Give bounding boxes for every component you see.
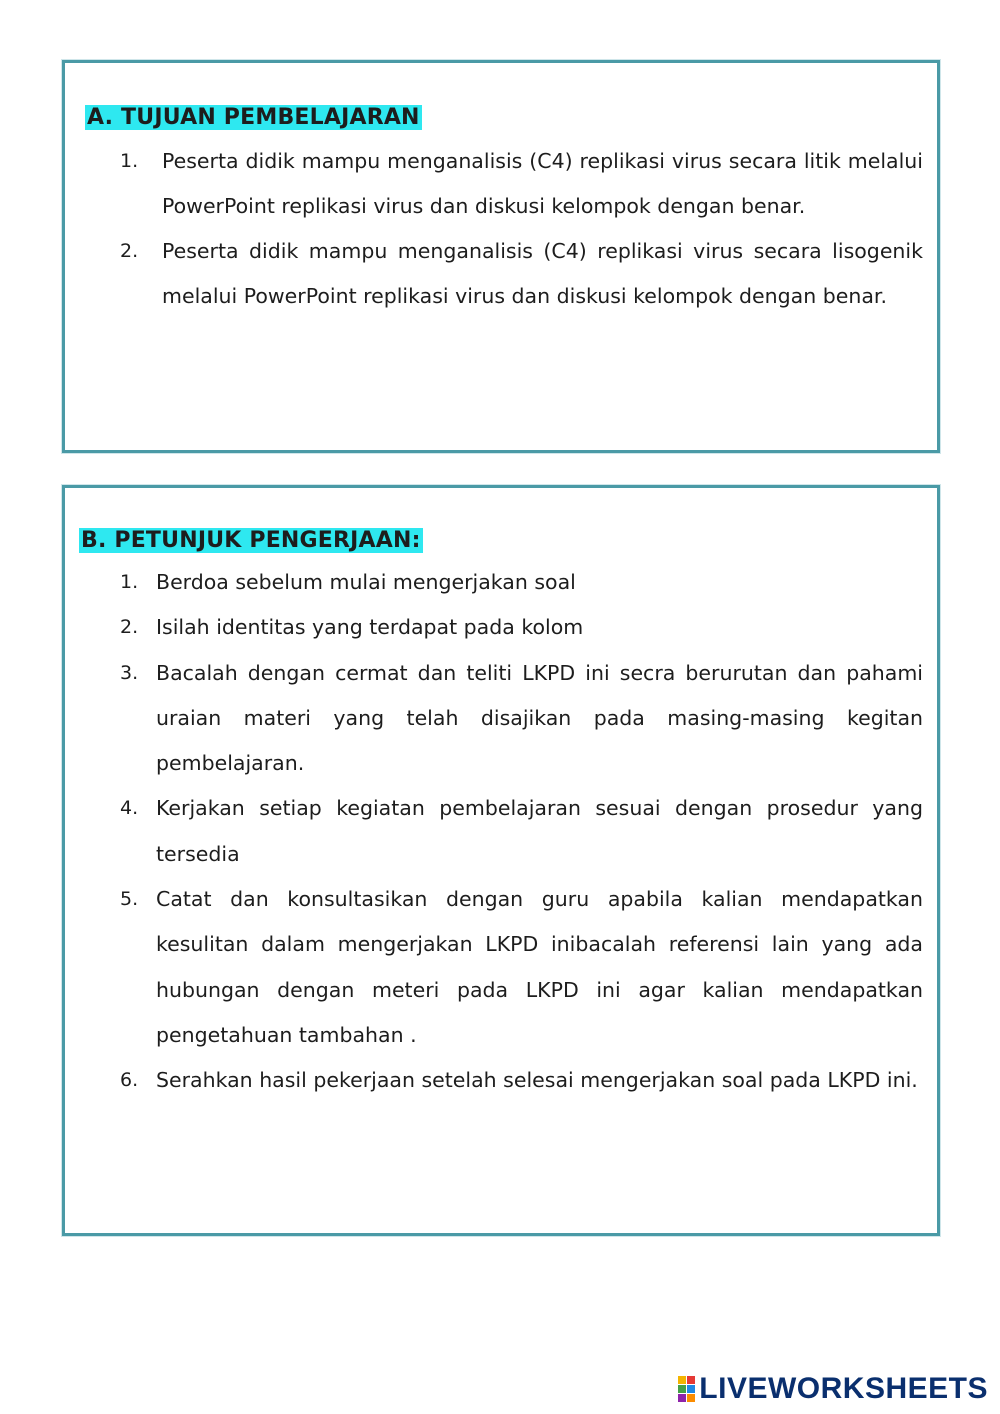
list-item-number: 5. [120,888,139,911]
list-item [120,651,923,787]
liveworksheets-logo-icon [678,1376,695,1402]
logo-square [678,1385,686,1393]
section-b-box [62,485,940,1236]
list-item-text: Berdoa sebelum mulai mengerjakan soal [156,570,576,594]
logo-square [687,1376,695,1384]
section-a-box [62,60,940,453]
list-item-text: Kerjakan setiap kegiatan pembelajaran sesuai dengan prosedur yang tersedia [156,796,923,866]
list-item-number: 6. [120,1069,139,1092]
list-item-text: Peserta didik mampu menganalisis (C4) replikasi virus secara lisogenik melalui PowerPoint replikasi virus dan diskusi kelompok dengan benar. [162,239,923,308]
list-item [120,877,923,1058]
list-item-text: Peserta didik mampu menganalisis (C4) replikasi virus secara litik melalui PowerPoint replikasi virus dan diskusi kelompok dengan benar. [162,149,923,218]
list-item-text: Catat dan konsultasikan dengan guru apabila kalian mendapatkan kesulitan dalam mengerjakan LKPD inibacalah referensi lain yang ada hubungan dengan meteri pada LKPD ini agar kalian mendapatkan pengetahuan tambahan . [156,887,923,1047]
list-item [120,786,923,877]
list-item [120,605,923,650]
logo-square [678,1394,686,1402]
list-item [120,560,923,605]
list-item-number: 2. [120,240,139,262]
logo-square [687,1394,695,1402]
logo-square [687,1385,695,1393]
list-item-number: 3. [120,661,139,684]
list-item-text: Serahkan hasil pekerjaan setelah selesai mengerjakan soal pada LKPD ini. [156,1068,918,1093]
logo-square [678,1376,686,1384]
list-item-text: Isilah identitas yang terdapat pada kolom [156,615,584,640]
list-item [120,139,923,229]
list-item [120,229,923,319]
liveworksheets-logo[interactable] [678,1372,988,1406]
section-b-heading [79,528,423,554]
list-item-number: 2. [120,616,139,639]
list-item-number: 4. [120,797,139,820]
section-b-heading-text: B. PETUNJUK PENGERJAAN: [81,528,421,553]
liveworksheets-logo-text: LIVEWORKSHEETS [699,1372,988,1405]
list-item-number: 1. [120,571,139,593]
section-a-list [120,139,923,319]
list-item [120,1058,923,1103]
section-b-list [120,560,923,1104]
list-item-text: Bacalah dengan cermat dan teliti LKPD ini secra berurutan dan pahami uraian materi yang telah disajikan pada masing-masing kegitan pembelajaran. [156,660,923,776]
list-item-number: 1. [120,150,139,172]
section-a-heading-text: A. TUJUAN PEMBELAJARAN [87,105,420,130]
section-a-heading [85,105,422,131]
